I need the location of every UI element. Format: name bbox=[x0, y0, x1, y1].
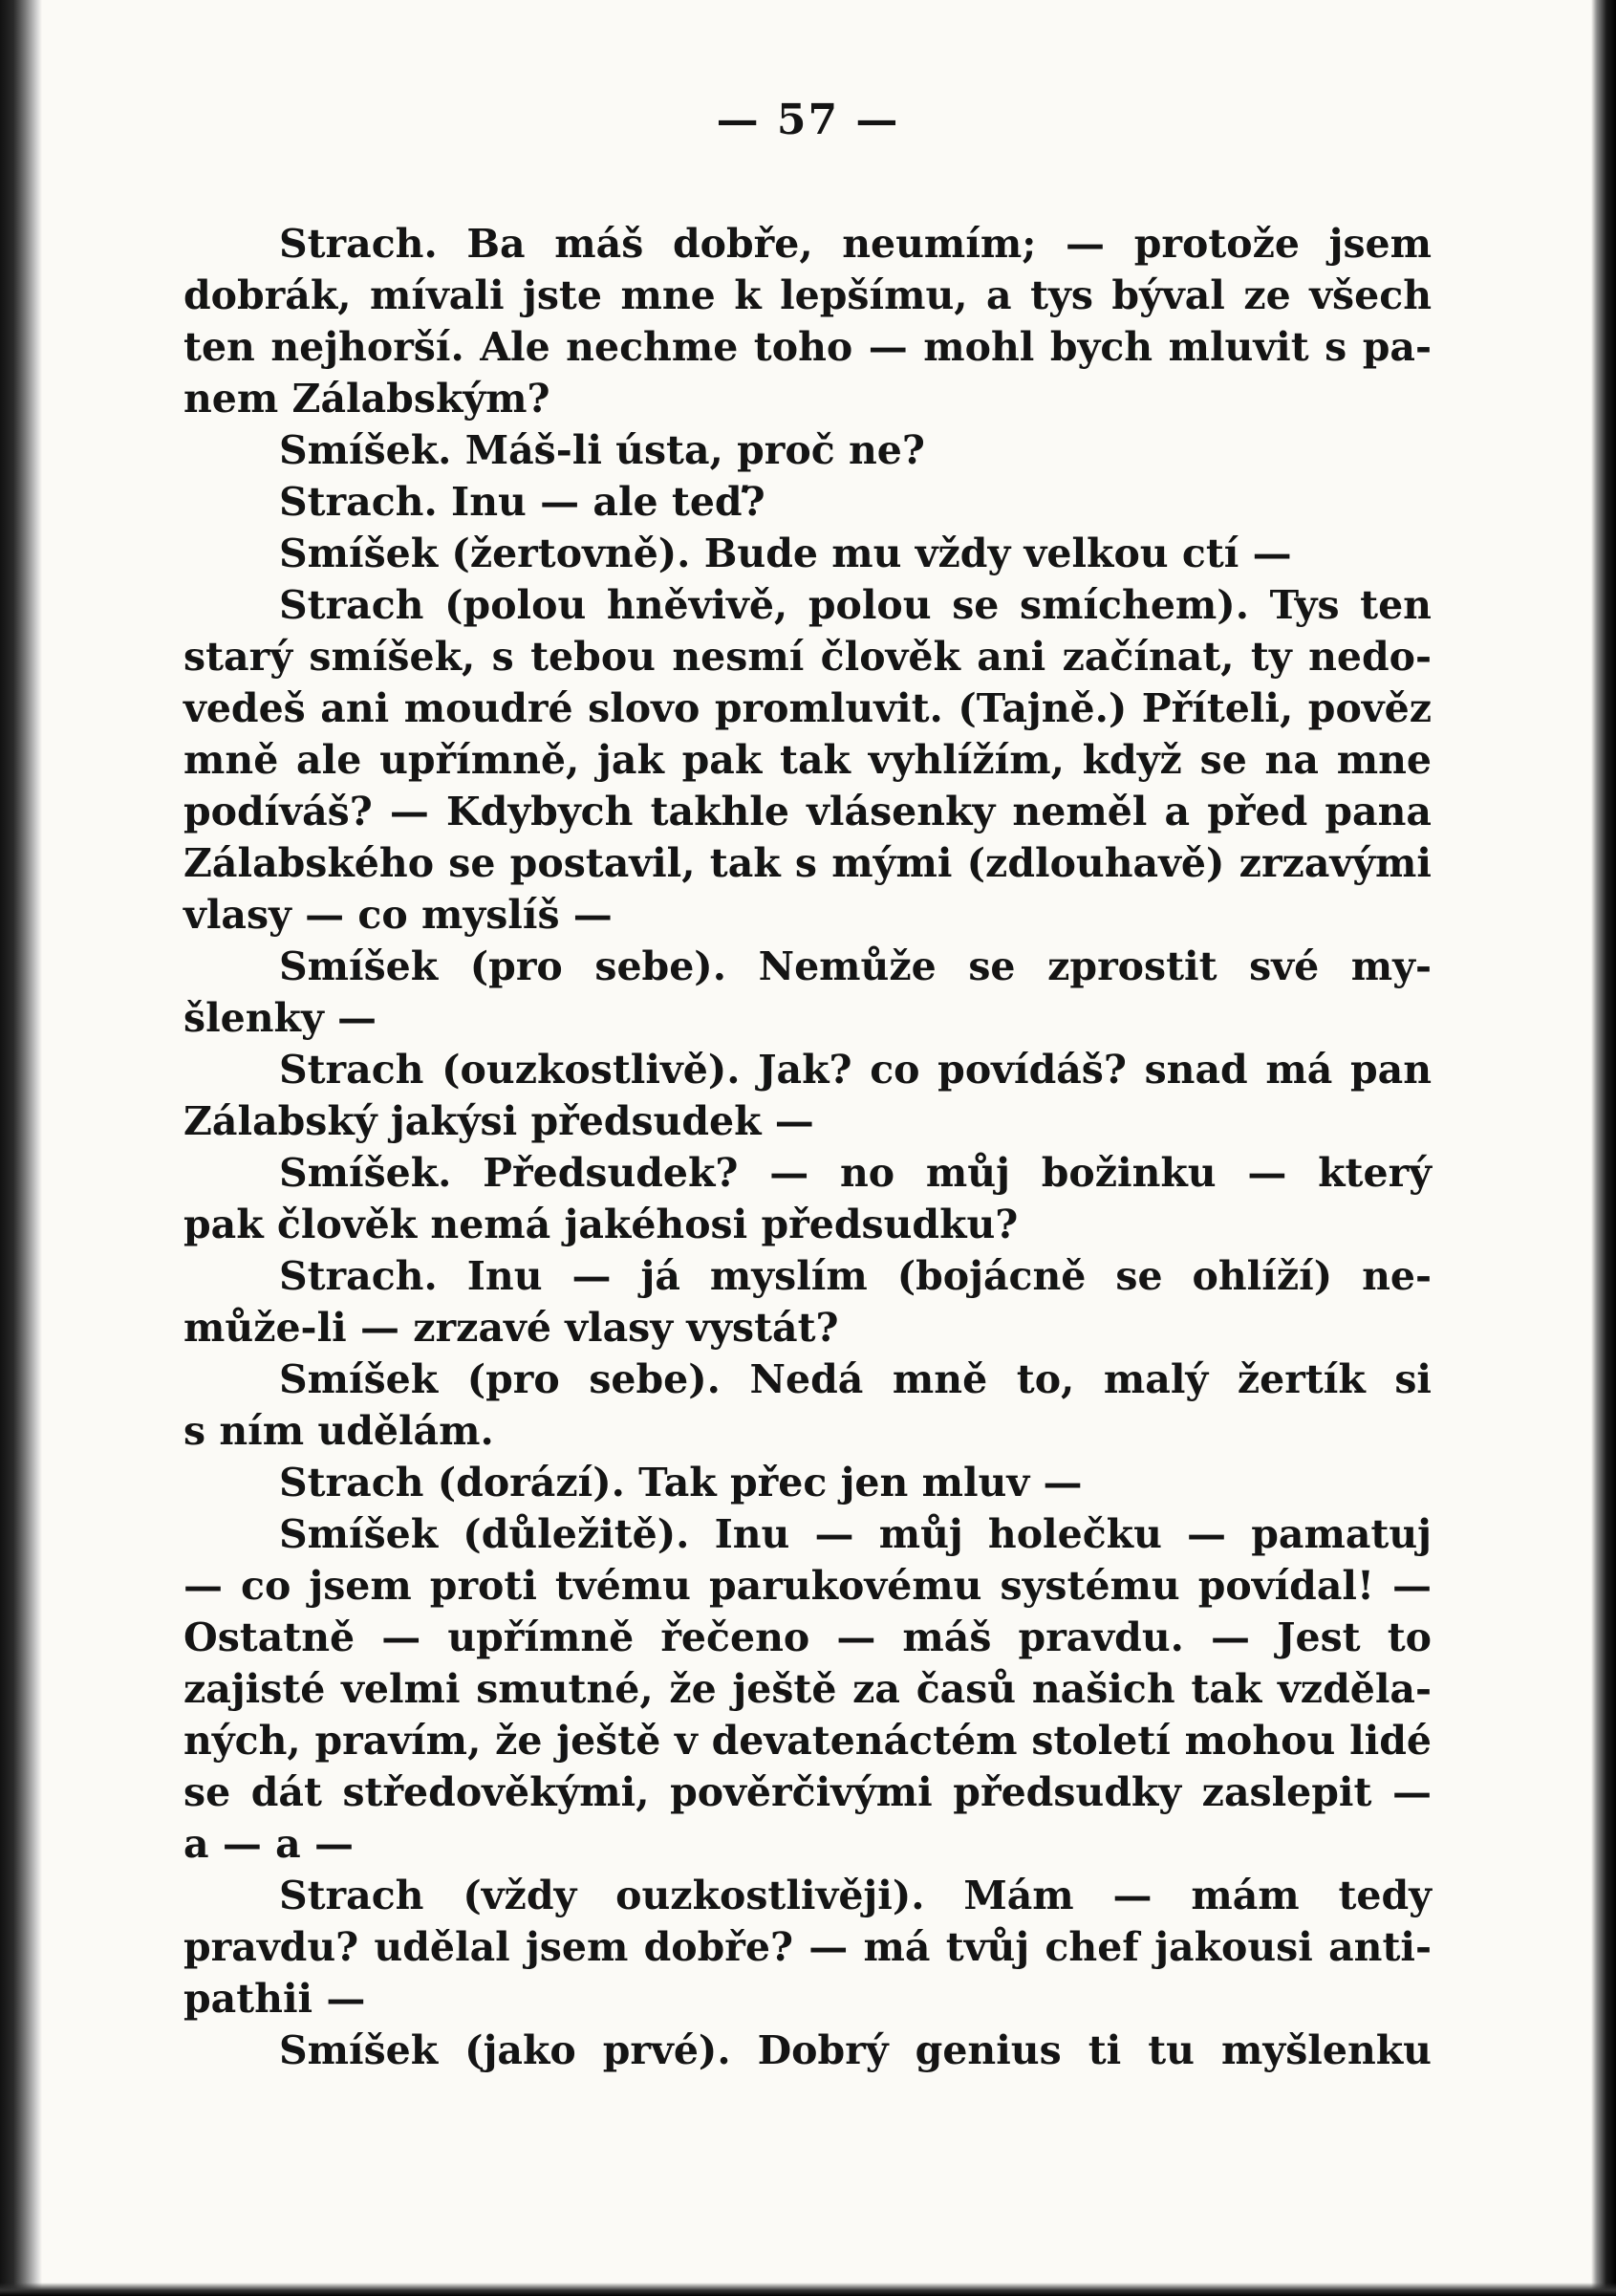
text-line: Ostatně — upřímně řečeno — máš pravdu. — Jest to bbox=[183, 1614, 1432, 1660]
text-line: Strach. Inu — ale teď? bbox=[279, 479, 765, 525]
text-line: Strach (ouzkostlivě). Jak? co povídáš? snad má pan bbox=[279, 1047, 1432, 1093]
text-line: Strach (vždy ouzkostlivěji). Mám — mám tedy bbox=[279, 1873, 1432, 1918]
text-line: Smíšek (pro sebe). Nemůže se zprostit své my- bbox=[279, 943, 1432, 989]
text-line: ných, pravím, že ještě v devatenáctém století mohou lidé bbox=[183, 1718, 1432, 1764]
text-line: pathii — bbox=[183, 1976, 366, 2022]
text-line: pak člověk nemá jakéhosi předsudku? bbox=[183, 1202, 1019, 1247]
text-line: se dát středověkými, pověrčivými předsudky zaslepit — bbox=[183, 1769, 1432, 1815]
text-line: mně ale upřímně, jak pak tak vyhlížím, když se na mne bbox=[183, 737, 1432, 783]
text-line: ten nejhorší. Ale nechme toho — mohl bych mluvit s pa- bbox=[183, 324, 1432, 370]
page-number: — 57 — bbox=[716, 96, 900, 144]
text-line: Strach. Inu — já myslím (bojácně se ohlíží) ne- bbox=[279, 1253, 1432, 1299]
text-line: vlasy — co myslíš — bbox=[183, 892, 613, 938]
text-line: Zálabského se postavil, tak s mými (zdlouhavě) zrzavými bbox=[183, 840, 1432, 886]
text-line: Smíšek (žertovně). Bude mu vždy velkou ctí — bbox=[279, 531, 1292, 576]
text-line: nem Zálabským? bbox=[183, 376, 550, 422]
text-line: Strach. Ba máš dobře, neumím; — protože jsem bbox=[279, 221, 1432, 267]
text-line: Strach (dorází). Tak přec jen mluv — bbox=[279, 1460, 1083, 1505]
text-line: zajisté velmi smutné, že ještě za časů našich tak vzděla- bbox=[183, 1666, 1432, 1712]
text-line: Zálabský jakýsi předsudek — bbox=[183, 1098, 814, 1144]
text-line: Smíšek. Předsudek? — no můj božinku — který bbox=[279, 1150, 1432, 1196]
text-line: starý smíšek, s tebou nesmí člověk ani začínat, ty nedo- bbox=[183, 634, 1432, 680]
text-line: šlenky — bbox=[183, 995, 377, 1041]
text-line: Smíšek. Máš-li ústa, proč ne? bbox=[279, 427, 925, 473]
text-line: Strach (polou hněvivě, polou se smíchem). Tys ten bbox=[279, 582, 1432, 628]
text-line: s ním udělám. bbox=[183, 1408, 494, 1454]
text-line: Smíšek (pro sebe). Nedá mně to, malý žertík si bbox=[279, 1356, 1432, 1402]
text-line: podíváš? — Kdybych takhle vlásenky neměl a před pana bbox=[183, 789, 1432, 834]
text-line: a — a — bbox=[183, 1821, 354, 1867]
text-line: vedeš ani moudré slovo promluvit. (Tajně.) Příteli, pověz bbox=[183, 685, 1432, 731]
page-right-edge-shadow bbox=[1591, 0, 1616, 2296]
text-line: Smíšek (důležitě). Inu — můj holečku — pamatuj bbox=[279, 1511, 1432, 1557]
text-line: dobrák, mívali jste mne k lepšímu, a tys býval ze všech bbox=[183, 272, 1432, 318]
text-line: Smíšek (jako prvé). Dobrý genius ti tu myšlenku bbox=[279, 2027, 1432, 2073]
dialogue-text-block bbox=[183, 218, 1432, 2076]
text-line: — co jsem proti tvému parukovému systému povídal! — bbox=[183, 1563, 1432, 1609]
page-left-edge-shadow bbox=[0, 0, 42, 2296]
text-line: pravdu? udělal jsem dobře? — má tvůj chef jakousi anti- bbox=[183, 1924, 1432, 1970]
text-line: může-li — zrzavé vlasy vystát? bbox=[183, 1305, 839, 1351]
page-bottom-edge-shadow bbox=[0, 2283, 1616, 2296]
